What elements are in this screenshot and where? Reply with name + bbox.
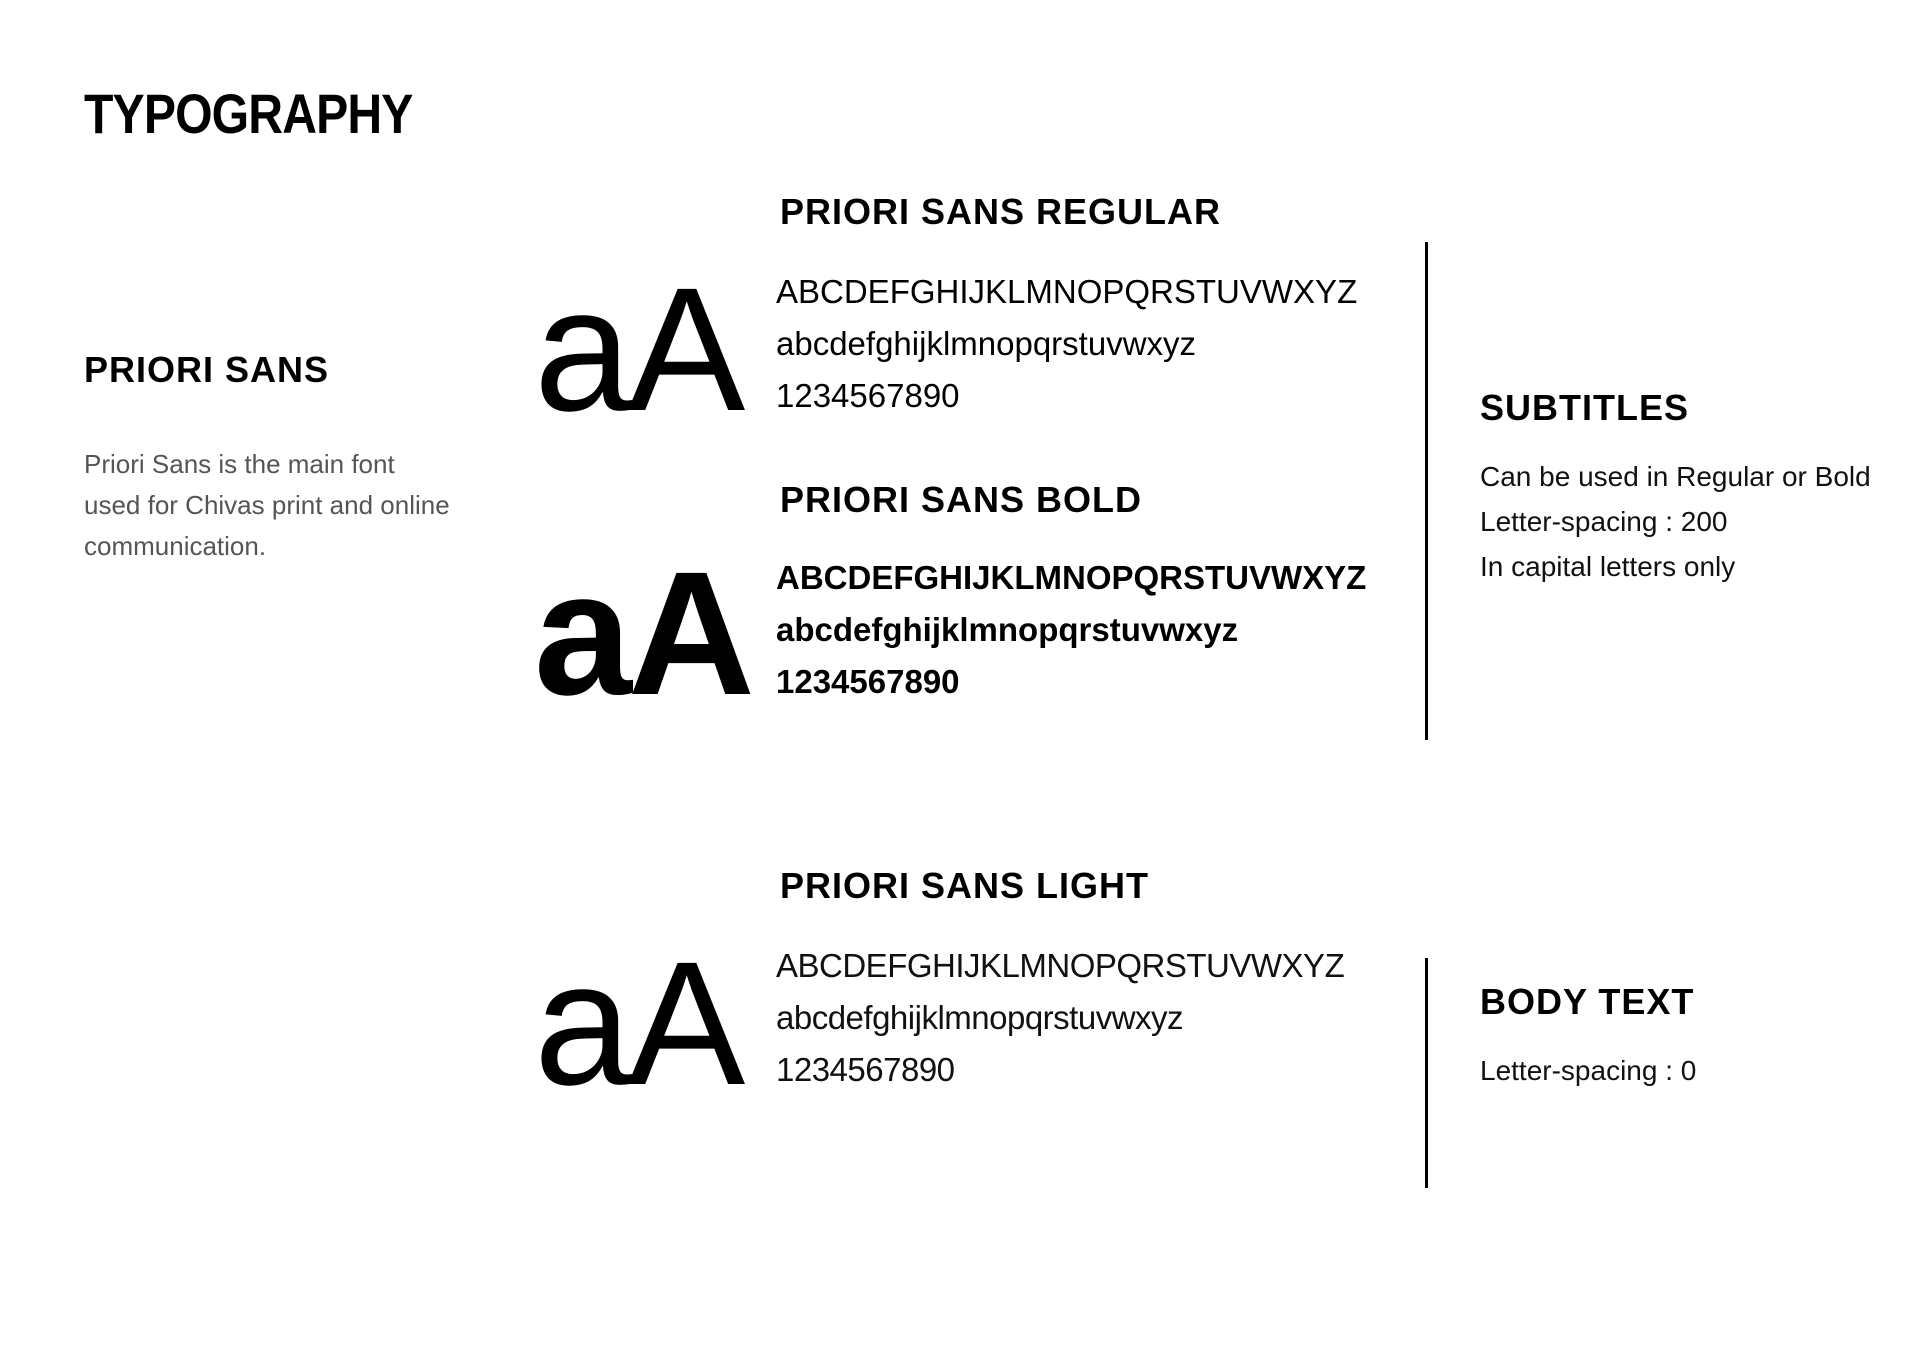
usage-note: Letter-spacing : 0 <box>1480 1055 1697 1086</box>
regular-weight-heading: PRIORI SANS REGULAR <box>780 191 1222 232</box>
digits-row: 1234567890 <box>776 663 960 700</box>
section-divider <box>1425 242 1428 740</box>
light-weight-heading: PRIORI SANS LIGHT <box>780 865 1150 906</box>
lowercase-row: abcdefghijklmnopqrstuvwxyz <box>776 611 1239 648</box>
digits-row: 1234567890 <box>776 1051 955 1088</box>
body-text-usage-notes <box>1480 1048 1696 1093</box>
font-family-name: PRIORI SANS <box>84 349 330 390</box>
bold-character-set <box>776 552 1366 708</box>
uppercase-row: ABCDEFGHIJKLMNOPQRSTUVWXYZ <box>776 273 1358 310</box>
usage-note: Can be used in Regular or Bold <box>1480 461 1871 492</box>
section-divider <box>1425 958 1428 1188</box>
description-line: used for Chivas print and online <box>84 490 450 520</box>
light-glyph-sample: aA <box>534 926 742 1122</box>
uppercase-row: ABCDEFGHIJKLMNOPQRSTUVWXYZ <box>776 559 1367 596</box>
usage-note: Letter-spacing : 200 <box>1480 506 1728 537</box>
description-line: communication. <box>84 531 267 561</box>
body-text-usage-heading: BODY TEXT <box>1480 981 1695 1022</box>
lowercase-row: abcdefghijklmnopqrstuvwxyz <box>776 999 1184 1036</box>
light-character-set <box>776 940 1344 1096</box>
font-family-description <box>84 444 464 567</box>
usage-note: In capital letters only <box>1480 551 1736 582</box>
digits-row: 1234567890 <box>776 377 960 414</box>
regular-glyph-sample: aA <box>534 252 742 448</box>
lowercase-row: abcdefghijklmnopqrstuvwxyz <box>776 325 1197 362</box>
uppercase-row: ABCDEFGHIJKLMNOPQRSTUVWXYZ <box>776 947 1345 984</box>
subtitles-usage-notes <box>1480 454 1871 589</box>
description-line: Priori Sans is the main font <box>84 449 395 479</box>
bold-weight-heading: PRIORI SANS BOLD <box>780 479 1143 520</box>
regular-character-set <box>776 266 1357 422</box>
subtitles-usage-heading: SUBTITLES <box>1480 387 1690 428</box>
page-title: TYPOGRAPHY <box>84 82 413 145</box>
bold-glyph-sample: aA <box>534 536 751 732</box>
